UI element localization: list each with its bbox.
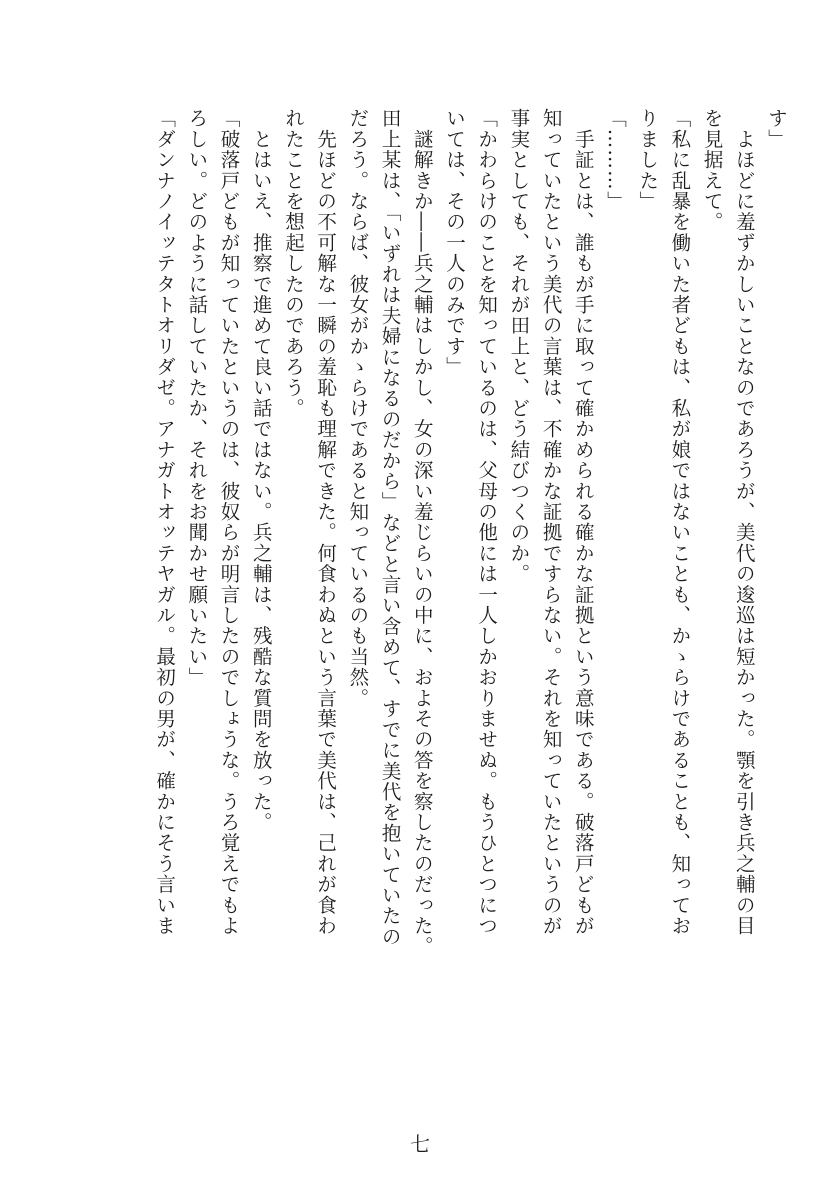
- text-column: 手証とは、誰もが手に取って確かめられる確かな証拠という意味である。破落戸どもが: [571, 108, 595, 936]
- text-column: 「………」: [603, 108, 627, 212]
- text-column: 「破落戸どもが知っていたというのは、彼奴らが明言したのでしょうな。うろ覚えでもよ: [217, 108, 241, 936]
- page-number: 七: [410, 1132, 430, 1156]
- text-column: 「ダンナノイッテタトオリダゼ。アナガトオッテヤガル。最初の男が、確かにそう言いま: [153, 108, 177, 936]
- text-column: いては、その一人のみです」: [442, 108, 466, 378]
- text-column: 田上某は、「いずれは夫婦になるのだから」などと言い含めて、すでに美代を抱いていたの: [378, 108, 402, 947]
- text-column: 「かわらけのことを知っているのは、父母の他には一人しかおりませぬ。もうひとつにつ: [475, 108, 499, 936]
- text-column: 知っていたという美代の言葉は、不確かな証拠ですらない。それを知っていたというのが: [539, 108, 563, 936]
- text-column: を見据えて。: [700, 108, 724, 233]
- text-column: 事実としても、それが田上と、どう結びつくのか。: [507, 108, 531, 585]
- text-column: 先ほどの不可解な一瞬の羞恥も理解できた。何食わぬという言葉で美代は、己れが食わ: [314, 108, 338, 936]
- text-column: よほどに羞ずかしいことなのであろうが、美代の逡巡は短かった。顎を引き兵之輔の目: [732, 108, 756, 936]
- text-column: だろう。ならば、彼女がかゝらけであると知っているのも当然。: [346, 108, 370, 709]
- text-column: 「私に乱暴を働いた者どもは、私が娘ではないことも、かゝらけであることも、知ってお: [668, 108, 692, 936]
- text-column: りました」: [636, 108, 660, 212]
- text-column: ろしい。どのように話していたか、それをお聞かせ願いたい」: [185, 108, 209, 688]
- text-column: 謎解きか――兵之輔はしかし、女の深い羞じらいの中に、およその答を察したのだった。: [410, 108, 434, 957]
- text-column: とはいえ、推察で進めて良い話ではない。兵之輔は、残酷な質問を放った。: [249, 108, 273, 833]
- text-column: れたことを想起したのであろう。: [281, 108, 305, 419]
- vertical-text-body: [32, 108, 792, 1008]
- text-column: す」: [765, 108, 788, 150]
